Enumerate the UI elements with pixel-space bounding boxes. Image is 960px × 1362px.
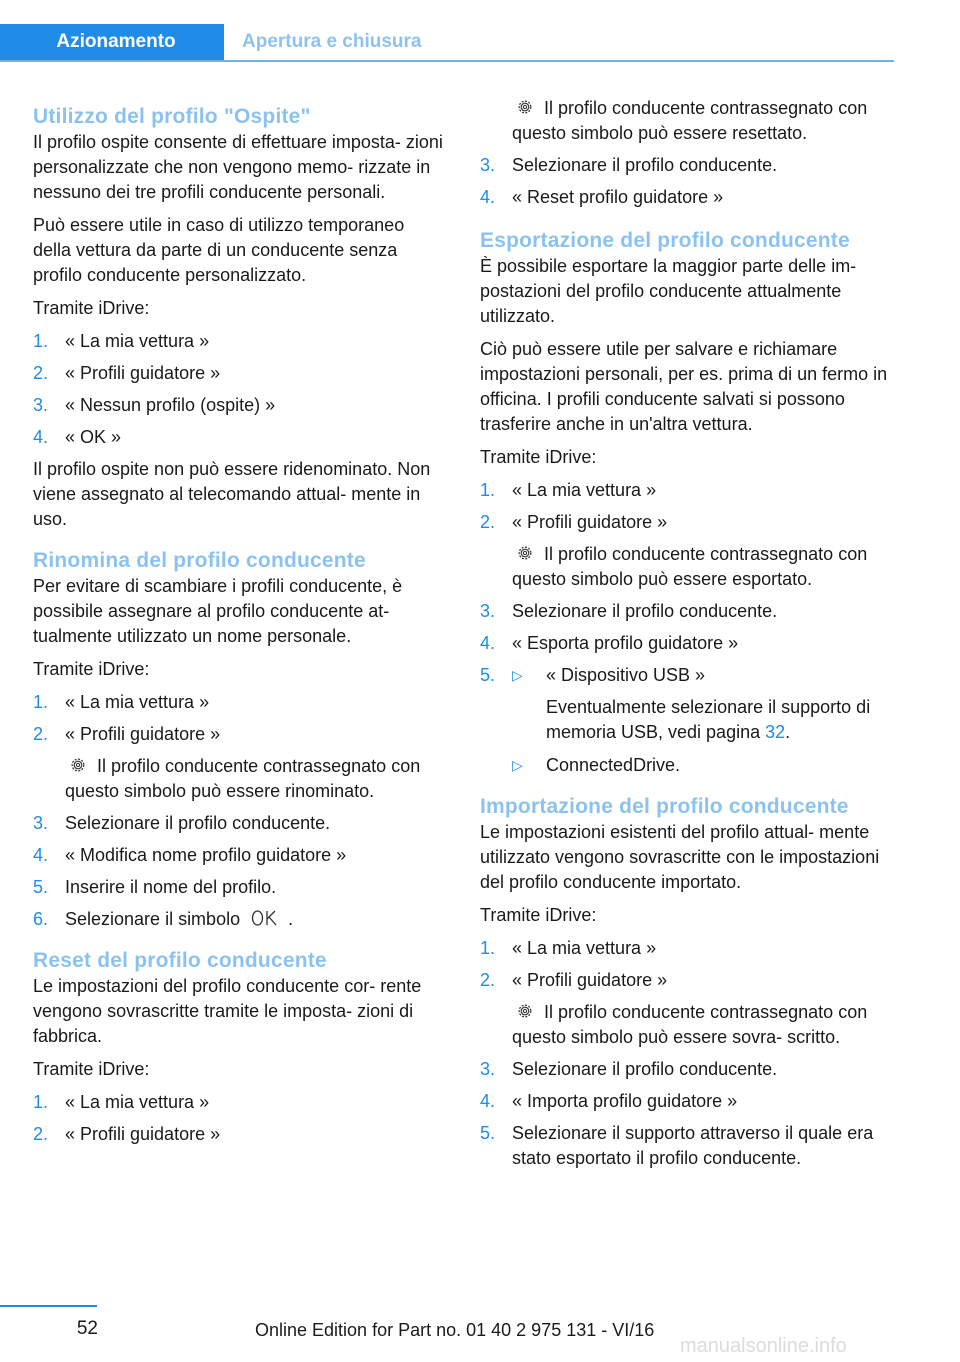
sub-text-end: . bbox=[785, 722, 791, 742]
step-number: 4. bbox=[33, 427, 49, 447]
list-item bbox=[33, 875, 447, 900]
list-item bbox=[480, 663, 896, 778]
step-text: « Profili guidatore » bbox=[65, 363, 221, 383]
header-rule bbox=[0, 60, 894, 62]
list-item bbox=[480, 153, 896, 178]
paragraph: Il profilo ospite consente di effettuare imposta‐ zioni personalizzate che non vengono memo‐ rizzate in nessuno dei tre profili conducente personali. bbox=[33, 132, 443, 202]
step-body bbox=[512, 510, 896, 592]
paragraph: Tramite iDrive: bbox=[33, 298, 150, 318]
paragraph: Tramite iDrive: bbox=[480, 447, 597, 467]
step-text: « Reset profilo guidatore » bbox=[512, 187, 724, 207]
tab-azionamento[interactable]: Azionamento bbox=[0, 24, 224, 60]
steps-list bbox=[33, 1090, 447, 1147]
heading-ospite: Utilizzo del profilo "Ospite" bbox=[33, 105, 311, 128]
step-text: « Profili guidatore » bbox=[512, 970, 668, 990]
steps-list bbox=[33, 690, 447, 932]
list-item bbox=[33, 690, 447, 715]
note-text: Il profilo conducente contrassegnato con questo simbolo può essere rinominato. bbox=[65, 756, 421, 801]
list-item bbox=[33, 329, 447, 354]
step-body bbox=[65, 907, 447, 932]
sub-text: ConnectedDrive. bbox=[546, 755, 681, 775]
step-number: 2. bbox=[33, 1124, 49, 1144]
step-text: « Modifica nome profilo guidatore » bbox=[65, 845, 347, 865]
gear-icon bbox=[516, 544, 534, 562]
step-number: 4. bbox=[480, 187, 496, 207]
list-item bbox=[480, 631, 896, 656]
list-item bbox=[33, 811, 447, 836]
step-number: 3. bbox=[33, 395, 49, 415]
step-number: 4. bbox=[33, 845, 49, 865]
sub-text: « Dispositivo USB » bbox=[546, 665, 706, 685]
left-column bbox=[33, 96, 447, 1154]
step-number: 1. bbox=[33, 692, 49, 712]
step-text: « La mia vettura » bbox=[512, 480, 657, 500]
paragraph: È possibile esportare la maggior parte delle im‐ postazioni del profilo conducente attualmente utilizzato. bbox=[480, 256, 857, 326]
step-text: Inserire il nome del profilo. bbox=[65, 877, 277, 897]
header-bar bbox=[0, 24, 894, 62]
page-link[interactable]: 32 bbox=[765, 722, 786, 742]
list-item bbox=[33, 361, 447, 386]
step-text: « La mia vettura » bbox=[65, 692, 210, 712]
step-text: Selezionare il profilo conducente. bbox=[512, 1059, 778, 1079]
step-body bbox=[65, 722, 447, 804]
paragraph: Tramite iDrive: bbox=[33, 1059, 150, 1079]
step-number: 5. bbox=[480, 1123, 496, 1143]
list-item bbox=[480, 1089, 896, 1114]
step-number: 3. bbox=[33, 813, 49, 833]
step-text: « La mia vettura » bbox=[65, 1092, 210, 1112]
tab-apertura-chiusura[interactable]: Apertura e chiusura bbox=[242, 31, 422, 52]
ok-symbol-icon bbox=[248, 907, 284, 929]
heading-importazione: Importazione del profilo conducente bbox=[480, 795, 849, 818]
heading-reset: Reset del profilo conducente bbox=[33, 949, 327, 972]
step-note bbox=[65, 754, 447, 804]
continued-note bbox=[480, 96, 896, 146]
list-item bbox=[480, 510, 896, 592]
step-text: « La mia vettura » bbox=[512, 938, 657, 958]
gear-icon bbox=[516, 1002, 534, 1020]
sub-item bbox=[512, 753, 896, 778]
steps-list bbox=[33, 329, 447, 450]
list-item bbox=[33, 843, 447, 868]
footer-rule bbox=[0, 1305, 97, 1307]
step-text: « La mia vettura » bbox=[65, 331, 210, 351]
step-text: « OK » bbox=[65, 427, 122, 447]
paragraph: Per evitare di scambiare i profili conducente, è possibile assegnare al profilo conducente at‐ tualmente utilizzato un nome personale. bbox=[33, 576, 403, 646]
step-text: Selezionare il profilo conducente. bbox=[512, 601, 778, 621]
sub-text-body: Eventualmente selezionare il supporto di memoria USB, vedi pagina bbox=[546, 697, 871, 742]
step-number: 6. bbox=[33, 909, 49, 929]
step-text: « Importa profilo guidatore » bbox=[512, 1091, 738, 1111]
step-number: 3. bbox=[480, 155, 496, 175]
step-text: Selezionare il profilo conducente. bbox=[512, 155, 778, 175]
step-text: « Profili guidatore » bbox=[65, 1124, 221, 1144]
list-item bbox=[33, 393, 447, 418]
step-text: Selezionare il simbolo bbox=[65, 909, 241, 929]
paragraph: Tramite iDrive: bbox=[480, 905, 597, 925]
note-text: Il profilo conducente contrassegnato con questo simbolo può essere resettato. bbox=[512, 98, 868, 143]
list-item bbox=[480, 1121, 896, 1171]
step-body bbox=[512, 968, 896, 1050]
step-text: « Profili guidatore » bbox=[512, 512, 668, 532]
step-number: 4. bbox=[480, 633, 496, 653]
list-item bbox=[480, 185, 896, 210]
step-note bbox=[512, 96, 896, 146]
list-item bbox=[480, 1057, 896, 1082]
step-text: « Esporta profilo guidatore » bbox=[512, 633, 739, 653]
step-number: 2. bbox=[33, 724, 49, 744]
triangle-bullet-icon: ▷ bbox=[512, 757, 523, 773]
triangle-bullet-icon: ▷ bbox=[512, 667, 523, 683]
step-note bbox=[512, 542, 896, 592]
step-text: Selezionare il supporto attraverso il quale era stato esportato il profilo conducente. bbox=[512, 1123, 874, 1168]
step-text: « Profili guidatore » bbox=[65, 724, 221, 744]
paragraph: Il profilo ospite non può essere ridenominato. Non viene assegnato al telecomando attual‐ mente in uso. bbox=[33, 459, 431, 529]
heading-rinomina: Rinomina del profilo conducente bbox=[33, 549, 366, 572]
step-text: Selezionare il profilo conducente. bbox=[65, 813, 331, 833]
gear-icon bbox=[516, 98, 534, 116]
step-number: 2. bbox=[33, 363, 49, 383]
step-number: 1. bbox=[33, 1092, 49, 1112]
gear-icon bbox=[69, 756, 87, 774]
paragraph: Può essere utile in caso di utilizzo temporaneo della vettura da parte di un conducente senza profilo conducente personalizzato. bbox=[33, 215, 405, 285]
step-number: 4. bbox=[480, 1091, 496, 1111]
step-number: 2. bbox=[480, 512, 496, 532]
list-item bbox=[480, 599, 896, 624]
note-text: Il profilo conducente contrassegnato con questo simbolo può essere esportato. bbox=[512, 544, 868, 589]
step-body bbox=[512, 663, 896, 778]
edition-text: Online Edition for Part no. 01 40 2 975 131 - VI/16 bbox=[255, 1320, 655, 1340]
spacer bbox=[480, 96, 512, 146]
step-number: 5. bbox=[480, 665, 496, 685]
right-column bbox=[480, 96, 896, 1178]
step-number: 1. bbox=[33, 331, 49, 351]
list-item bbox=[480, 478, 896, 503]
step-number: 3. bbox=[480, 1059, 496, 1079]
list-item bbox=[480, 968, 896, 1050]
list-item bbox=[33, 907, 447, 932]
page-number: 52 bbox=[76, 1318, 98, 1339]
watermark: manualsonline.info bbox=[680, 1335, 847, 1357]
step-number: 1. bbox=[480, 938, 496, 958]
paragraph: Tramite iDrive: bbox=[33, 659, 150, 679]
step-text: « Nessun profilo (ospite) » bbox=[65, 395, 276, 415]
paragraph: Le impostazioni esistenti del profilo attual‐ mente utilizzato vengono sovrascritte con le impostazioni del profilo conducente importato. bbox=[480, 822, 880, 892]
step-number: 2. bbox=[480, 970, 496, 990]
list-item bbox=[33, 1090, 447, 1115]
step-number: 1. bbox=[480, 480, 496, 500]
sub-item bbox=[512, 663, 896, 745]
list-item bbox=[33, 425, 447, 450]
step-number: 3. bbox=[480, 601, 496, 621]
step-note bbox=[512, 1000, 896, 1050]
steps-list bbox=[480, 478, 896, 778]
step-text-end: . bbox=[288, 909, 294, 929]
paragraph: Le impostazioni del profilo conducente cor‐ rente vengono sovrascritte tramite le imposta‐ zioni di fabbrica. bbox=[33, 976, 422, 1046]
sub-body bbox=[546, 663, 896, 745]
paragraph: Ciò può essere utile per salvare e richiamare impostazioni personali, per es. prima di un fermo in officina. I profili conducente salvati si possono trasferire anche in un'altra vettura. bbox=[480, 339, 888, 434]
steps-list bbox=[480, 153, 896, 210]
sub-text bbox=[546, 695, 896, 745]
heading-esportazione: Esportazione del profilo conducente bbox=[480, 229, 850, 252]
list-item bbox=[480, 936, 896, 961]
steps-list bbox=[480, 936, 896, 1171]
step-number: 5. bbox=[33, 877, 49, 897]
list-item bbox=[33, 1122, 447, 1147]
list-item bbox=[33, 722, 447, 804]
note-text: Il profilo conducente contrassegnato con questo simbolo può essere sovra‐ scritto. bbox=[512, 1002, 868, 1047]
